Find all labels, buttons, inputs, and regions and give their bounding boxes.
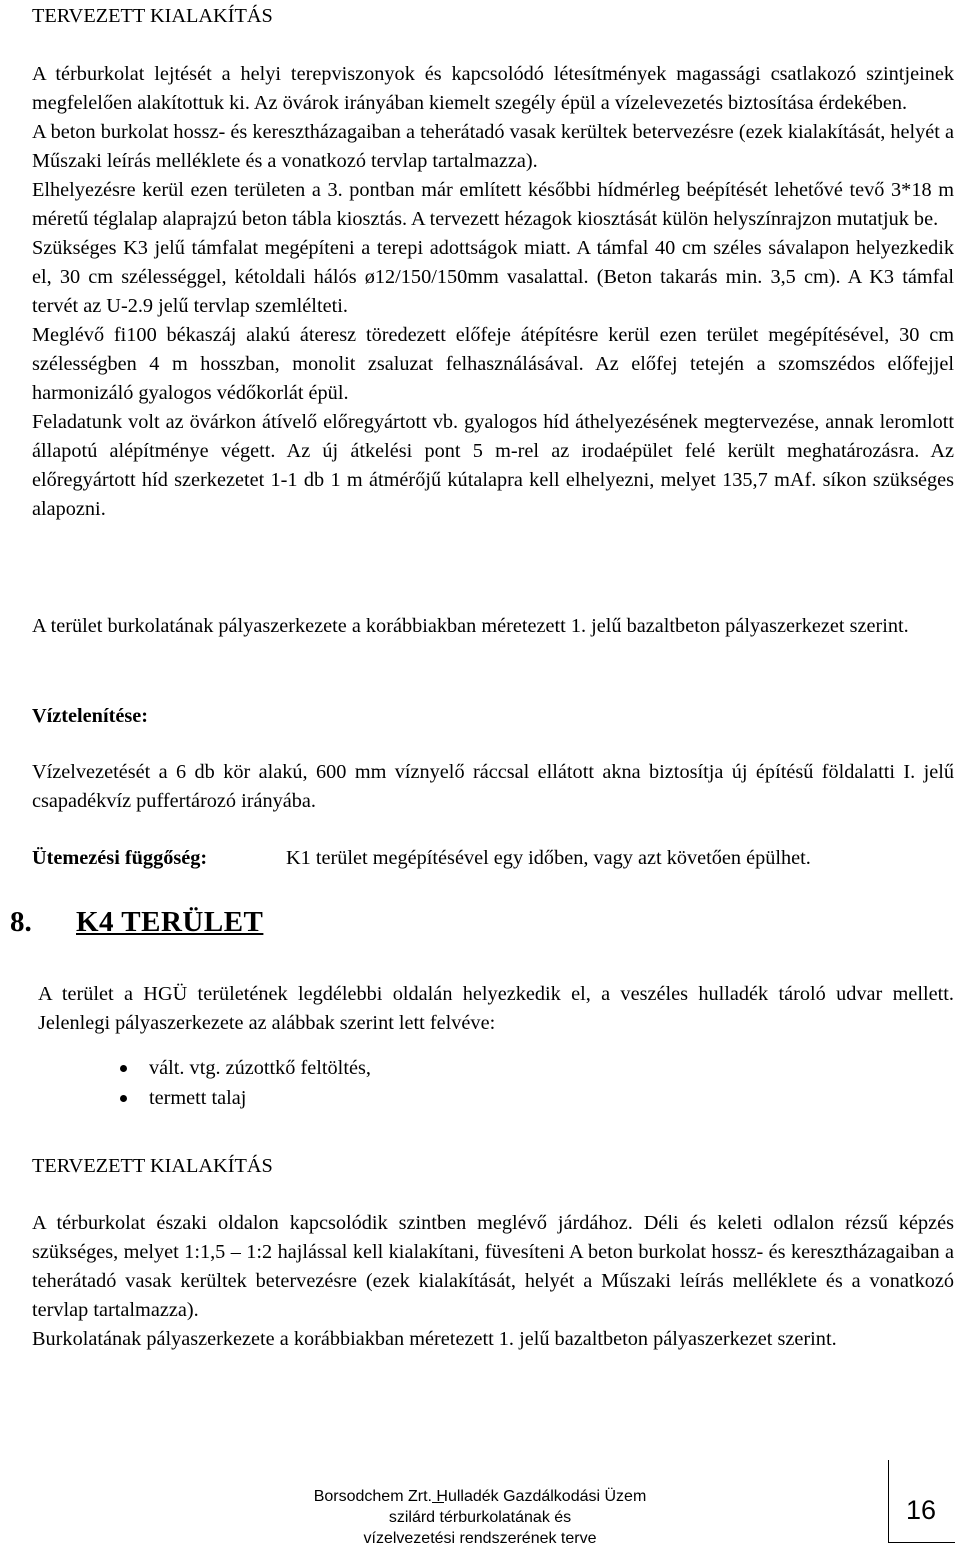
section-heading-tervezett-kialakitas: TERVEZETT KIALAKÍTÁS — [32, 5, 273, 27]
paragraph: Meglévő fi100 békaszáj alakú áteresz töredezett előfeje átépítésre kerül ezen terület megépítésével, 30 cm szélességben 4 m hosszban, monolit zsaluzat felhasználásával. Az előfej tetején a szomszédos előfejjel harmonizáló gyalogos védőkorlát épül. — [32, 324, 954, 404]
paragraph: Elhelyezésre kerül ezen területen a 3. pontban már említett későbbi hídmérleg beépítését lehetővé tevő 3*18 m méretű téglalap alaprajzú beton tábla kiosztás. A tervezett hézagok kiosztását külön helyszínrajzon mutatjuk be. — [32, 179, 954, 230]
drainage-text: Vízelvezetését a 6 db kör alakú, 600 mm víznyelő ráccsal ellátott akna biztosítja új építésű földalatti I. jelű csapadékvíz puffertározó irányába. — [32, 761, 954, 812]
k3-design-text — [32, 60, 954, 524]
current-structure-list — [120, 1053, 371, 1113]
schedule-text: K1 terület megépítésével egy időben, vagy azt követően épülhet. — [286, 847, 811, 869]
list-item — [120, 1083, 371, 1113]
page-number: 16 — [905, 1495, 937, 1525]
paragraph: Feladatunk volt az övárkon átívelő előregyártott vb. gyalogos híd áthelyezésének megtervezése, annak leromlott állapotú alépítménye végett. Az új átkelési pont 5 m-rel az irodaépület felé került meghatározásra. Az előregyártott híd szerkezetet 1-1 db 1 m átmérőjű kútalapra kell elhelyezni, melyet 135,7 mAf. síkon szükséges alapozni. — [32, 411, 954, 520]
schedule-label: Ütemezési függőség: — [32, 847, 208, 869]
list-item-label: vált. vtg. zúzottkő feltöltés, — [149, 1057, 371, 1079]
paragraph: A térburkolat északi oldalon kapcsolódik szintben meglévő járdához. Déli és keleti odlalon rézsű képzés szükséges, melyet 1:1,5 – 1:2 hajlással kell kialakítani, füvesíteni A beton burkolat hossz- és keresztházagaiban a teherátadó vasak kerültek betervezésre (ezek kialakítását, helyét a Műszaki leírás melléklete és a vonatkozó tervlap tartalmazza). — [32, 1212, 954, 1321]
k4-intro-text: A terület a HGÜ területének legdélebbi oldalán helyezkedik el, a veszéles hulladék tároló udvar mellett. Jelenlegi pályaszerkezete az alábbak szerint lett felvéve: — [38, 983, 954, 1034]
footer-line-2: szilárd térburkolatának és — [388, 1509, 572, 1526]
section-heading-tervezett-kialakitas-2: TERVEZETT KIALAKÍTÁS — [32, 1155, 273, 1177]
paragraph: A beton burkolat hossz- és keresztházagaiban a teherátadó vasak kerültek betervezésre (ezek kialakítását, helyét a Műszaki leírás melléklete és a vonatkozó tervlap tartalmazza). — [32, 121, 954, 172]
bullet-icon — [120, 1095, 127, 1102]
section-title: K4 TERÜLET — [76, 906, 264, 938]
k4-design-text — [32, 1209, 954, 1354]
footer — [230, 1486, 730, 1549]
paragraph: Burkolatának pályaszerkezete a korábbiakban méretezett 1. jelű bazaltbeton pályaszerkezet szerint. — [32, 1328, 837, 1350]
paragraph: A térburkolat lejtését a helyi terepviszonyok és kapcsolódó létesítmények magassági csatlakozó szintjeinek megfelelően alakítottuk ki. Az övárok irányában kiemelt szegély épül a vízelevezetés biztosítása érdekében. — [32, 63, 954, 114]
pavement-structure-text: A terület burkolatának pályaszerkezete a korábbiakban méretezett 1. jelű bazaltbeton pályaszerkezet szerint. — [32, 615, 909, 637]
paragraph: Szükséges K3 jelű támfalat megépíteni a terepi adottságok miatt. A támfal 40 cm széles sávalapon helyezkedik el, 30 cm szélességgel, kétoldali hálós ø12/150/150mm vasalattal. (Beton takarás min. 3,5 cm). A K3 támfal tervét az U-2.9 jelű tervlap szemlélteti. — [32, 237, 954, 317]
section-number: 8. — [10, 906, 32, 938]
list-item-label: termett talaj — [149, 1087, 247, 1109]
list-item — [120, 1053, 371, 1083]
footer-line-1: Borsodchem Zrt. Hulladék Gazdálkodási Üzem — [313, 1488, 647, 1505]
bullet-icon — [120, 1065, 127, 1072]
footer-line-3: vízelvezetési rendszerének terve — [363, 1530, 597, 1547]
drainage-heading: Víztelenítése: — [32, 705, 148, 727]
